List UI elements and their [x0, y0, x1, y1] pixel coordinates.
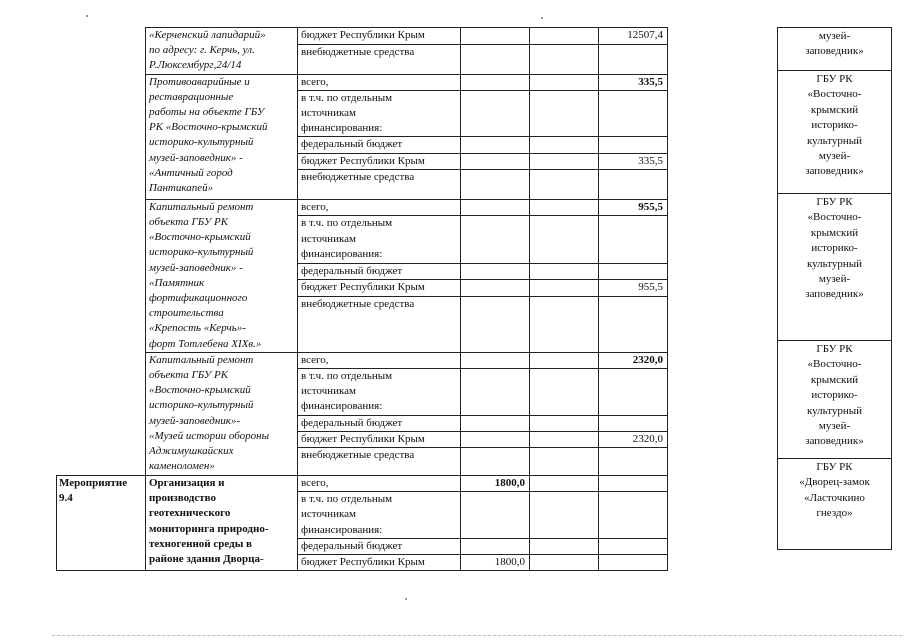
amount-cell	[461, 28, 530, 45]
funding-source-cell: всего,	[298, 199, 461, 216]
amount-cell	[599, 415, 668, 431]
amount-cell	[461, 169, 530, 199]
executor-cell	[778, 71, 892, 194]
scan-speck	[405, 598, 407, 600]
executor-line: музей-	[818, 273, 851, 286]
executor-line: ГБУ РК	[816, 343, 853, 355]
funding-source-cell: внебюджетные средства	[298, 448, 461, 476]
event-name-line: музей-заповедник» -	[149, 261, 243, 274]
amount-cell	[599, 263, 668, 280]
event-code-cell	[57, 28, 146, 75]
funding-source-cell: всего,	[298, 476, 461, 492]
amount-cell	[530, 199, 599, 216]
event-code-cell	[57, 199, 146, 352]
table-row	[57, 74, 668, 90]
amount-cell: 12507,4	[599, 28, 668, 45]
amount-cell	[599, 448, 668, 476]
funding-source-cell: бюджет Республики Крым	[298, 431, 461, 447]
executor-line: крымский	[810, 226, 859, 239]
amount-cell	[530, 296, 599, 352]
funding-source-line: источникам	[301, 232, 356, 245]
funding-source-line: источникам	[301, 107, 356, 120]
executor-cell	[778, 341, 892, 459]
event-name-line: историко-культурный	[149, 399, 254, 412]
funding-source-line: в т.ч. по отдельным	[301, 370, 393, 383]
amount-cell	[530, 431, 599, 447]
executor-line: «Ласточкино	[804, 491, 865, 504]
event-name-line: районе здания Дворца-	[149, 553, 264, 566]
executor-line: историко-	[811, 119, 858, 132]
event-code-line: 9.4	[59, 492, 73, 505]
executor-cell	[778, 28, 892, 71]
executor-line: ГБУ РК	[816, 73, 853, 85]
executor-line: «Восточно-	[807, 88, 862, 101]
event-name-line: техногенной среды в	[149, 537, 252, 550]
event-name-line: каменоломен»	[149, 460, 215, 473]
event-name-line: реставрационные	[149, 90, 234, 103]
amount-cell	[599, 169, 668, 199]
funding-source-cell: внебюджетные средства	[298, 44, 461, 74]
amount-cell	[461, 538, 530, 554]
amount-cell	[461, 137, 530, 153]
amount-cell	[530, 153, 599, 169]
funding-source-cell: федеральный бюджет	[298, 137, 461, 153]
amount-cell: 955,5	[599, 280, 668, 297]
funding-source-line: в т.ч. по отдельным	[301, 217, 393, 230]
executor-line: крымский	[810, 103, 859, 116]
funding-source-cell: бюджет Республики Крым	[298, 28, 461, 45]
funding-source-cell	[298, 369, 461, 416]
funding-source-cell: бюджет Республики Крым	[298, 153, 461, 169]
amount-cell	[530, 216, 599, 263]
page-bottom-rule	[52, 635, 902, 636]
executor-line: музей-	[818, 30, 851, 42]
funding-table	[56, 27, 668, 571]
amount-cell	[461, 44, 530, 74]
amount-cell: 335,5	[599, 153, 668, 169]
amount-cell	[599, 44, 668, 74]
executor-line: «Восточно-	[807, 211, 862, 224]
event-name-line: строительства	[149, 307, 224, 320]
executor-line: музей-	[818, 420, 851, 433]
amount-cell	[530, 538, 599, 554]
amount-cell	[530, 169, 599, 199]
event-name-line: «Восточно-крымский	[149, 231, 251, 244]
amount-cell	[530, 263, 599, 280]
event-name-line: объекта ГБУ РК	[149, 369, 229, 382]
amount-cell	[530, 448, 599, 476]
event-name-line: «Памятник	[149, 276, 205, 289]
amount-cell	[461, 263, 530, 280]
funding-source-cell: федеральный бюджет	[298, 415, 461, 431]
event-name-cell	[146, 476, 298, 571]
amount-cell: 2320,0	[599, 352, 668, 368]
event-name-line: Р.Люксембург,24/14	[149, 59, 242, 72]
amount-cell	[461, 90, 530, 137]
amount-cell: 2320,0	[599, 431, 668, 447]
event-name-line: историко-культурный	[149, 246, 254, 259]
table-row	[778, 28, 892, 71]
event-name-line: «Античный город	[149, 166, 233, 179]
table-row	[57, 199, 668, 216]
funding-source-cell	[298, 216, 461, 263]
executor-line: заповедник»	[805, 45, 864, 58]
amount-cell: 1800,0	[461, 476, 530, 492]
funding-source-line: финансирования:	[301, 247, 383, 260]
amount-cell: 955,5	[599, 199, 668, 216]
amount-cell	[530, 280, 599, 297]
event-name-line: Капитальный ремонт	[149, 200, 254, 213]
table-row	[778, 459, 892, 550]
event-name-line: РК «Восточно-крымский	[149, 121, 268, 134]
executor-line: заповедник»	[805, 435, 864, 448]
table-row	[57, 28, 668, 45]
event-name-line: «Музей истории обороны	[149, 429, 270, 442]
event-name-cell	[146, 74, 298, 199]
table-row	[57, 352, 668, 368]
executor-cell	[778, 194, 892, 341]
funding-source-cell: внебюджетные средства	[298, 169, 461, 199]
event-name-line: «Крепость «Керчь»-	[149, 322, 246, 335]
event-name-line: Пантикапей»	[149, 182, 214, 195]
event-name-line: по адресу: г. Керчь, ул.	[149, 44, 255, 57]
executor-line: крымский	[810, 373, 859, 386]
amount-cell	[461, 199, 530, 216]
amount-cell	[530, 90, 599, 137]
funding-source-line: источникам	[301, 508, 356, 521]
amount-cell	[461, 415, 530, 431]
event-name-line: мониторинга природно-	[149, 522, 269, 535]
executor-line: ГБУ РК	[816, 461, 853, 473]
funding-source-cell: всего,	[298, 352, 461, 368]
amount-cell	[530, 492, 599, 539]
funding-source-cell: бюджет Республики Крым	[298, 555, 461, 571]
amount-cell	[461, 216, 530, 263]
executor-line: историко-	[811, 242, 858, 255]
funding-source-line: финансирования:	[301, 400, 383, 413]
event-code-cell	[57, 352, 146, 475]
funding-source-cell: внебюджетные средства	[298, 296, 461, 352]
event-name-line: историко-культурный	[149, 136, 254, 149]
event-name-line: Аджимушкайских	[149, 445, 234, 458]
funding-source-cell: бюджет Республики Крым	[298, 280, 461, 297]
event-name-line: геотехнического	[149, 507, 231, 520]
funding-source-line: финансирования:	[301, 523, 383, 536]
executor-line: «Восточно-	[807, 358, 862, 371]
executor-line: гнездо»	[816, 507, 853, 520]
amount-cell: 335,5	[599, 74, 668, 90]
executor-line: культурный	[806, 257, 863, 270]
executor-line: музей-	[818, 150, 851, 163]
event-name-line: Капитальный ремонт	[149, 353, 254, 366]
funding-source-cell: всего,	[298, 74, 461, 90]
event-name-line: «Керченский лапидарий»	[149, 29, 266, 41]
amount-cell	[461, 369, 530, 416]
executor-cell	[778, 459, 892, 550]
event-name-cell	[146, 28, 298, 75]
event-name-line: форт Тотлебена XIXв.»	[149, 337, 262, 350]
executor-line: культурный	[806, 134, 863, 147]
amount-cell	[530, 555, 599, 571]
event-name-line: работы на объекте ГБУ	[149, 106, 265, 119]
event-name-line: музей-заповедник»-	[149, 414, 241, 427]
amount-cell	[530, 352, 599, 368]
amount-cell	[530, 28, 599, 45]
amount-cell	[599, 555, 668, 571]
amount-cell	[461, 74, 530, 90]
amount-cell	[530, 476, 599, 492]
scan-speck	[541, 17, 543, 19]
event-name-cell	[146, 352, 298, 475]
amount-cell	[530, 44, 599, 74]
funding-source-line: финансирования:	[301, 122, 383, 135]
amount-cell	[599, 296, 668, 352]
executor-line: заповедник»	[805, 165, 864, 178]
event-code-line: Мероприятие	[59, 477, 128, 490]
funding-source-cell: федеральный бюджет	[298, 538, 461, 554]
funding-source-cell	[298, 492, 461, 539]
amount-cell: 1800,0	[461, 555, 530, 571]
event-name-line: производство	[149, 492, 216, 505]
event-name-line: Противоаварийные и	[149, 75, 250, 88]
amount-cell	[461, 431, 530, 447]
executor-line: культурный	[806, 404, 863, 417]
executor-line: историко-	[811, 389, 858, 402]
amount-cell	[599, 492, 668, 539]
amount-cell	[530, 415, 599, 431]
amount-cell	[599, 538, 668, 554]
amount-cell	[530, 74, 599, 90]
amount-cell	[461, 296, 530, 352]
amount-cell	[530, 369, 599, 416]
amount-cell	[530, 137, 599, 153]
funding-source-line: источникам	[301, 385, 356, 398]
amount-cell	[461, 153, 530, 169]
amount-cell	[599, 216, 668, 263]
funding-source-cell	[298, 90, 461, 137]
executor-column	[777, 27, 892, 550]
amount-cell	[461, 492, 530, 539]
table-row	[778, 341, 892, 459]
table-row	[57, 476, 668, 492]
event-name-line: Организация и	[149, 477, 225, 490]
event-name-line: «Восточно-крымский	[149, 384, 251, 397]
event-name-line: фортификационного	[149, 292, 248, 305]
amount-cell	[599, 137, 668, 153]
amount-cell	[461, 280, 530, 297]
event-code-cell	[57, 74, 146, 199]
funding-source-cell: федеральный бюджет	[298, 263, 461, 280]
event-code-cell	[57, 476, 146, 571]
amount-cell	[599, 369, 668, 416]
executor-line: «Дворец-замок	[799, 476, 870, 489]
amount-cell	[599, 476, 668, 492]
amount-cell	[461, 352, 530, 368]
table-row	[778, 194, 892, 341]
funding-source-line: в т.ч. по отдельным	[301, 493, 393, 506]
event-name-cell	[146, 199, 298, 352]
executor-line: ГБУ РК	[816, 196, 853, 208]
scan-speck	[86, 15, 88, 17]
amount-cell	[599, 90, 668, 137]
event-name-line: объекта ГБУ РК	[149, 216, 229, 229]
event-name-line: музей-заповедник» -	[149, 151, 243, 164]
funding-source-line: в т.ч. по отдельным	[301, 91, 393, 104]
executor-line: заповедник»	[805, 288, 864, 301]
table-row	[778, 71, 892, 194]
amount-cell	[461, 448, 530, 476]
